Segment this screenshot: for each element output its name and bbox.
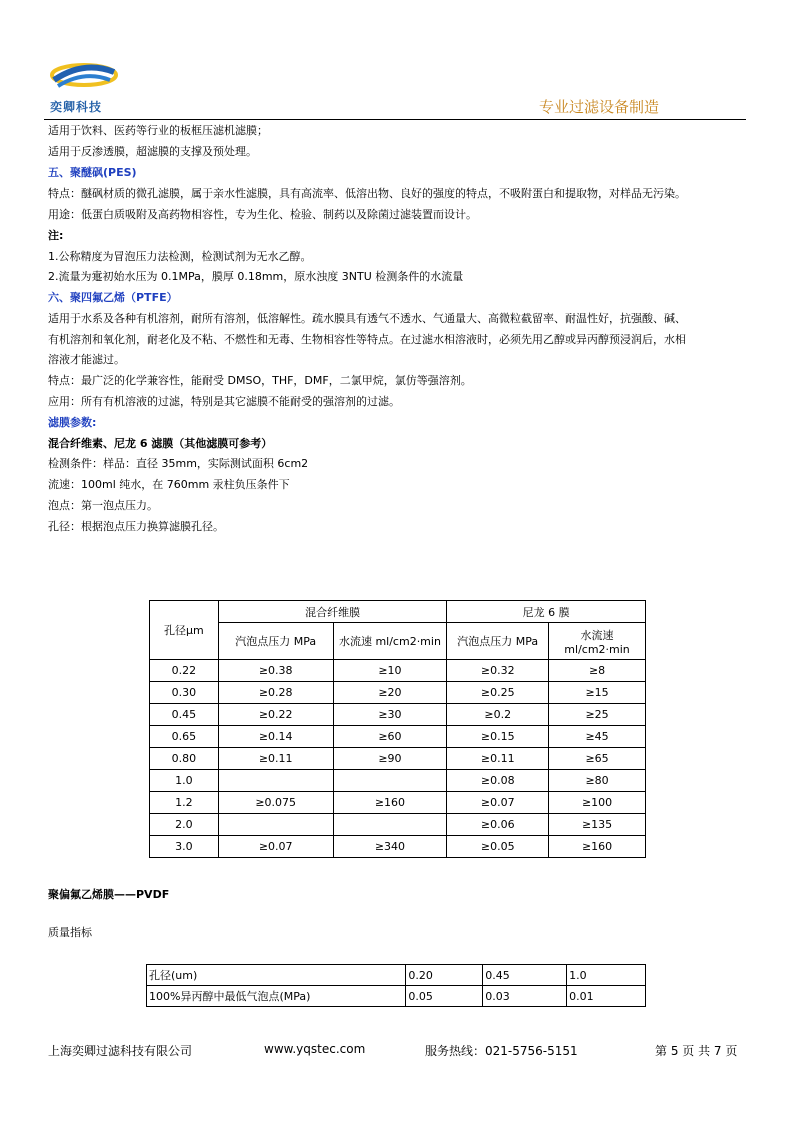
table-cell: 0.45 [150,704,219,726]
col-header-bubble: 汽泡点压力 MPa [218,623,333,660]
group-header-nylon: 尼龙 6 膜 [447,601,646,623]
table-cell: 1.2 [150,792,219,814]
table-cell: 2.0 [150,814,219,836]
table-cell: 100%异丙醇中最低气泡点(MPa) [147,986,406,1007]
table-cell: 3.0 [150,836,219,858]
header-slogan: 专业过滤设备制造 [539,98,660,116]
table-cell: ≥0.07 [218,836,333,858]
footer-page-number: 第 5 页 共 7 页 [655,1044,738,1058]
params-subtitle: 混合纤维素、尼龙 6 滤膜（其他滤膜可参考） [48,437,273,450]
table-cell: 0.03 [483,986,567,1007]
table-cell [218,814,333,836]
text-line: 适用于反渗透膜，超滤膜的支撑及预处理。 [48,145,257,158]
table-cell: ≥0.11 [218,748,333,770]
table-row [150,682,646,704]
footer-website-link[interactable]: www.yqstec.com [264,1042,366,1056]
table-cell: ≥0.11 [447,748,549,770]
table-cell: ≥0.28 [218,682,333,704]
table-cell: ≥10 [333,660,447,682]
pore-header: 孔径μm [150,601,219,660]
col-header-flow: 水流速 ml/cm2·min [333,623,447,660]
pvdf-title: 聚偏氟乙烯膜——PVDF [48,888,170,901]
table-cell: ≥60 [333,726,447,748]
table-row [147,965,646,986]
col-header-bubble: 汽泡点压力 MPa [447,623,549,660]
text-line: 2.流量为疐初始水压为 0.1MPa，膜厚 0.18mm，原水浊度 3NTU 检测条件的水流量 [48,270,464,283]
table-cell: ≥0.15 [447,726,549,748]
table-row [150,726,646,748]
table-cell: 0.80 [150,748,219,770]
logo-text: 奕卿科技 [50,100,103,114]
table-cell: ≥0.075 [218,792,333,814]
text-line: 泡点：第一泡点压力。 [48,499,158,512]
pvdf-table [146,964,646,1007]
table-row [150,770,646,792]
table-cell: ≥0.08 [447,770,549,792]
table-cell: ≥0.38 [218,660,333,682]
section-title-pes: 五、聚醚砜(PES) [48,166,137,179]
table-cell: ≥135 [549,814,646,836]
note-title: 注: [48,229,64,242]
table-cell: ≥20 [333,682,447,704]
group-header-mixed: 混合纤维膜 [218,601,447,623]
table-row [147,986,646,1007]
table-cell: 0.45 [483,965,567,986]
text-line: 适用于饮料、医药等行业的板框压滤机滤膜； [48,124,268,137]
text-line: 溶液才能滤过。 [48,353,125,366]
table-row [150,748,646,770]
table-cell: 1.0 [150,770,219,792]
table-cell [218,770,333,792]
table-cell: ≥15 [549,682,646,704]
table-row [150,836,646,858]
section-title-ptfe: 六、聚四氟乙烯（PTFE） [48,291,178,304]
table-cell: 0.05 [406,986,483,1007]
text-line: 特点：醚砜材质的微孔滤膜，属于亲水性滤膜，具有高流率、低溶出物、良好的强度的特点，不吸附蛋白和提取物，对样品无污染。 [48,187,686,200]
table-cell: ≥80 [549,770,646,792]
table-cell: ≥100 [549,792,646,814]
table-cell: ≥65 [549,748,646,770]
text-line: 应用：所有有机溶液的过滤，特别是其它滤膜不能耐受的强溶剂的过滤。 [48,395,400,408]
table-cell: 0.22 [150,660,219,682]
table-cell: ≥0.32 [447,660,549,682]
table-cell: 1.0 [567,965,646,986]
table-cell: ≥0.25 [447,682,549,704]
text-line: 检测条件：样品：直径 35mm，实际测试面积 6cm2 [48,457,309,470]
table-cell: ≥8 [549,660,646,682]
table-cell: ≥90 [333,748,447,770]
table-cell: ≥0.22 [218,704,333,726]
table-row [150,660,646,682]
table-cell: ≥45 [549,726,646,748]
quality-title: 质量指标 [48,926,92,939]
table-cell: ≥0.2 [447,704,549,726]
table-cell: 0.01 [567,986,646,1007]
table-row [150,792,646,814]
table-cell: ≥340 [333,836,447,858]
table-cell: 孔径(um) [147,965,406,986]
text-line: 有机溶剂和氧化剂，耐老化及不粘、不燃性和无毒、生物相容性等特点。在过滤水相溶液时，必须先用乙醇或异丙醇预浸润后，水相 [48,333,686,346]
footer-hotline: 服务热线：021-5756-5151 [425,1044,578,1058]
header-divider [44,119,746,120]
table-cell [333,814,447,836]
table-cell: ≥0.14 [218,726,333,748]
params-table [149,600,646,858]
table-cell: ≥0.06 [447,814,549,836]
table-cell: 0.65 [150,726,219,748]
table-cell: ≥160 [333,792,447,814]
text-line: 孔径：根据泡点压力换算滤膜孔径。 [48,520,224,533]
table-cell: ≥25 [549,704,646,726]
footer-company: 上海奕卿过滤科技有限公司 [48,1044,193,1058]
table-cell: ≥30 [333,704,447,726]
text-line: 适用于水系及各种有机溶剂，耐所有溶剂，低溶解性。疏水膜具有透气不透水、气通量大、高微粒截留率、耐温性好，抗强酸、碱、 [48,312,686,325]
table-cell: ≥0.05 [447,836,549,858]
text-line: 1.公称精度为冒泡压力法检测，检测试剂为无水乙醇。 [48,250,312,263]
table-cell: ≥160 [549,836,646,858]
table-cell: ≥0.07 [447,792,549,814]
table-cell [333,770,447,792]
params-title: 滤膜参数: [48,416,97,429]
col-header-flow: 水流速 ml/cm2·min [549,623,646,660]
text-line: 用途：低蛋白质吸附及高药物相容性，专为生化、检验、制药以及除菌过滤装置而设计。 [48,208,477,221]
table-cell: 0.30 [150,682,219,704]
table-cell: 0.20 [406,965,483,986]
table-row [150,704,646,726]
text-line: 流速：100ml 纯水，在 760mm 汞柱负压条件下 [48,478,290,491]
text-line: 特点：最广泛的化学兼容性，能耐受 DMSO，THF，DMF，二氯甲烷，氯仿等强溶剂。 [48,374,472,387]
table-row [150,814,646,836]
